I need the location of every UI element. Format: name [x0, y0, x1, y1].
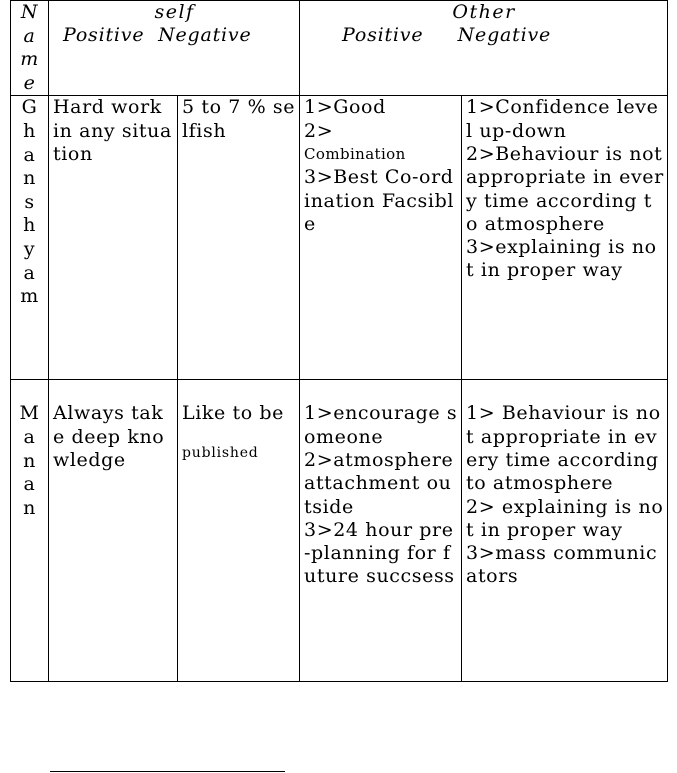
self-negative-cell: [178, 96, 300, 380]
other-subheaders: [304, 24, 664, 47]
name-letter: h: [23, 119, 36, 142]
name-letter: n: [23, 496, 36, 519]
other-negative-item: 3>explaining is not in proper way: [466, 236, 657, 282]
name-letter: n: [23, 449, 36, 472]
other-positive-cell: [300, 380, 462, 682]
self-positive-cell: [49, 96, 178, 380]
other-negative-item: 2>Behaviour is not appropriate in every time according to atmosphere: [466, 142, 664, 235]
other-negative-cell: [462, 96, 668, 380]
table-row: [11, 380, 668, 682]
self-negative-header: Negative: [158, 24, 252, 47]
other-negative-item: 2> explaining is not in proper way: [466, 495, 664, 541]
name-header-letter: m: [20, 48, 39, 71]
name-letter: M: [19, 402, 40, 425]
other-positive-header: Positive: [342, 24, 424, 47]
name-letter: s: [24, 190, 35, 213]
other-positive-item: 3>Best Co-ordination Facsible: [304, 166, 455, 235]
other-title: Other: [452, 1, 516, 23]
other-header: [300, 1, 668, 96]
table-row: [11, 96, 668, 380]
self-title: self: [154, 1, 195, 23]
other-negative-cell: [462, 380, 668, 682]
footnote-rule: [50, 771, 285, 772]
other-positive-item: 1>Good: [304, 96, 386, 119]
name-cell: [11, 380, 49, 682]
self-positive-text: Hard work in any situation: [53, 96, 172, 165]
name-letter: a: [23, 473, 36, 496]
self-subheaders: [53, 24, 296, 47]
name-letter: m: [20, 285, 39, 308]
name-letter: n: [23, 167, 36, 190]
name-letter: a: [23, 143, 36, 166]
name-letter: a: [23, 261, 36, 284]
other-negative-item: 3>mass communicators: [466, 542, 658, 588]
other-negative-header: Negative: [457, 24, 552, 47]
self-negative-text: Like to be: [182, 402, 285, 425]
self-positive-text: Always take deep knowledge: [53, 402, 165, 471]
other-negative-item: 1>Confidence level up-down: [466, 96, 659, 142]
name-header: [11, 1, 49, 96]
self-positive-cell: [49, 380, 178, 682]
self-negative-text: 5 to 7 % selfish: [182, 96, 296, 142]
name-header-letter: a: [23, 24, 36, 47]
name-letter: h: [23, 214, 36, 237]
other-positive-item: 1>encourage someone: [304, 402, 458, 448]
other-positive-item: 2>: [304, 119, 334, 142]
self-negative-cell: [178, 380, 300, 682]
name-letter: a: [23, 425, 36, 448]
swot-table: [10, 0, 668, 682]
name-header-letter: e: [23, 71, 36, 94]
name-header-letter: N: [20, 1, 39, 23]
name-cell: [11, 96, 49, 380]
other-positive-cell: [300, 96, 462, 380]
other-positive-item: 2>atmosphere attachment outside: [304, 448, 454, 518]
name-letter: G: [21, 96, 38, 119]
other-positive-item: Combination: [304, 144, 406, 163]
other-negative-item: 1> Behaviour is not appropriate in every time according to atmosphere: [466, 402, 661, 495]
header-row: [11, 1, 668, 96]
self-header: [49, 1, 300, 96]
name-letter: y: [23, 237, 36, 260]
other-positive-item: 3>24 hour pre-planning for future succsess: [304, 518, 455, 588]
self-negative-text: published: [182, 444, 259, 461]
self-positive-header: Positive: [63, 24, 145, 47]
